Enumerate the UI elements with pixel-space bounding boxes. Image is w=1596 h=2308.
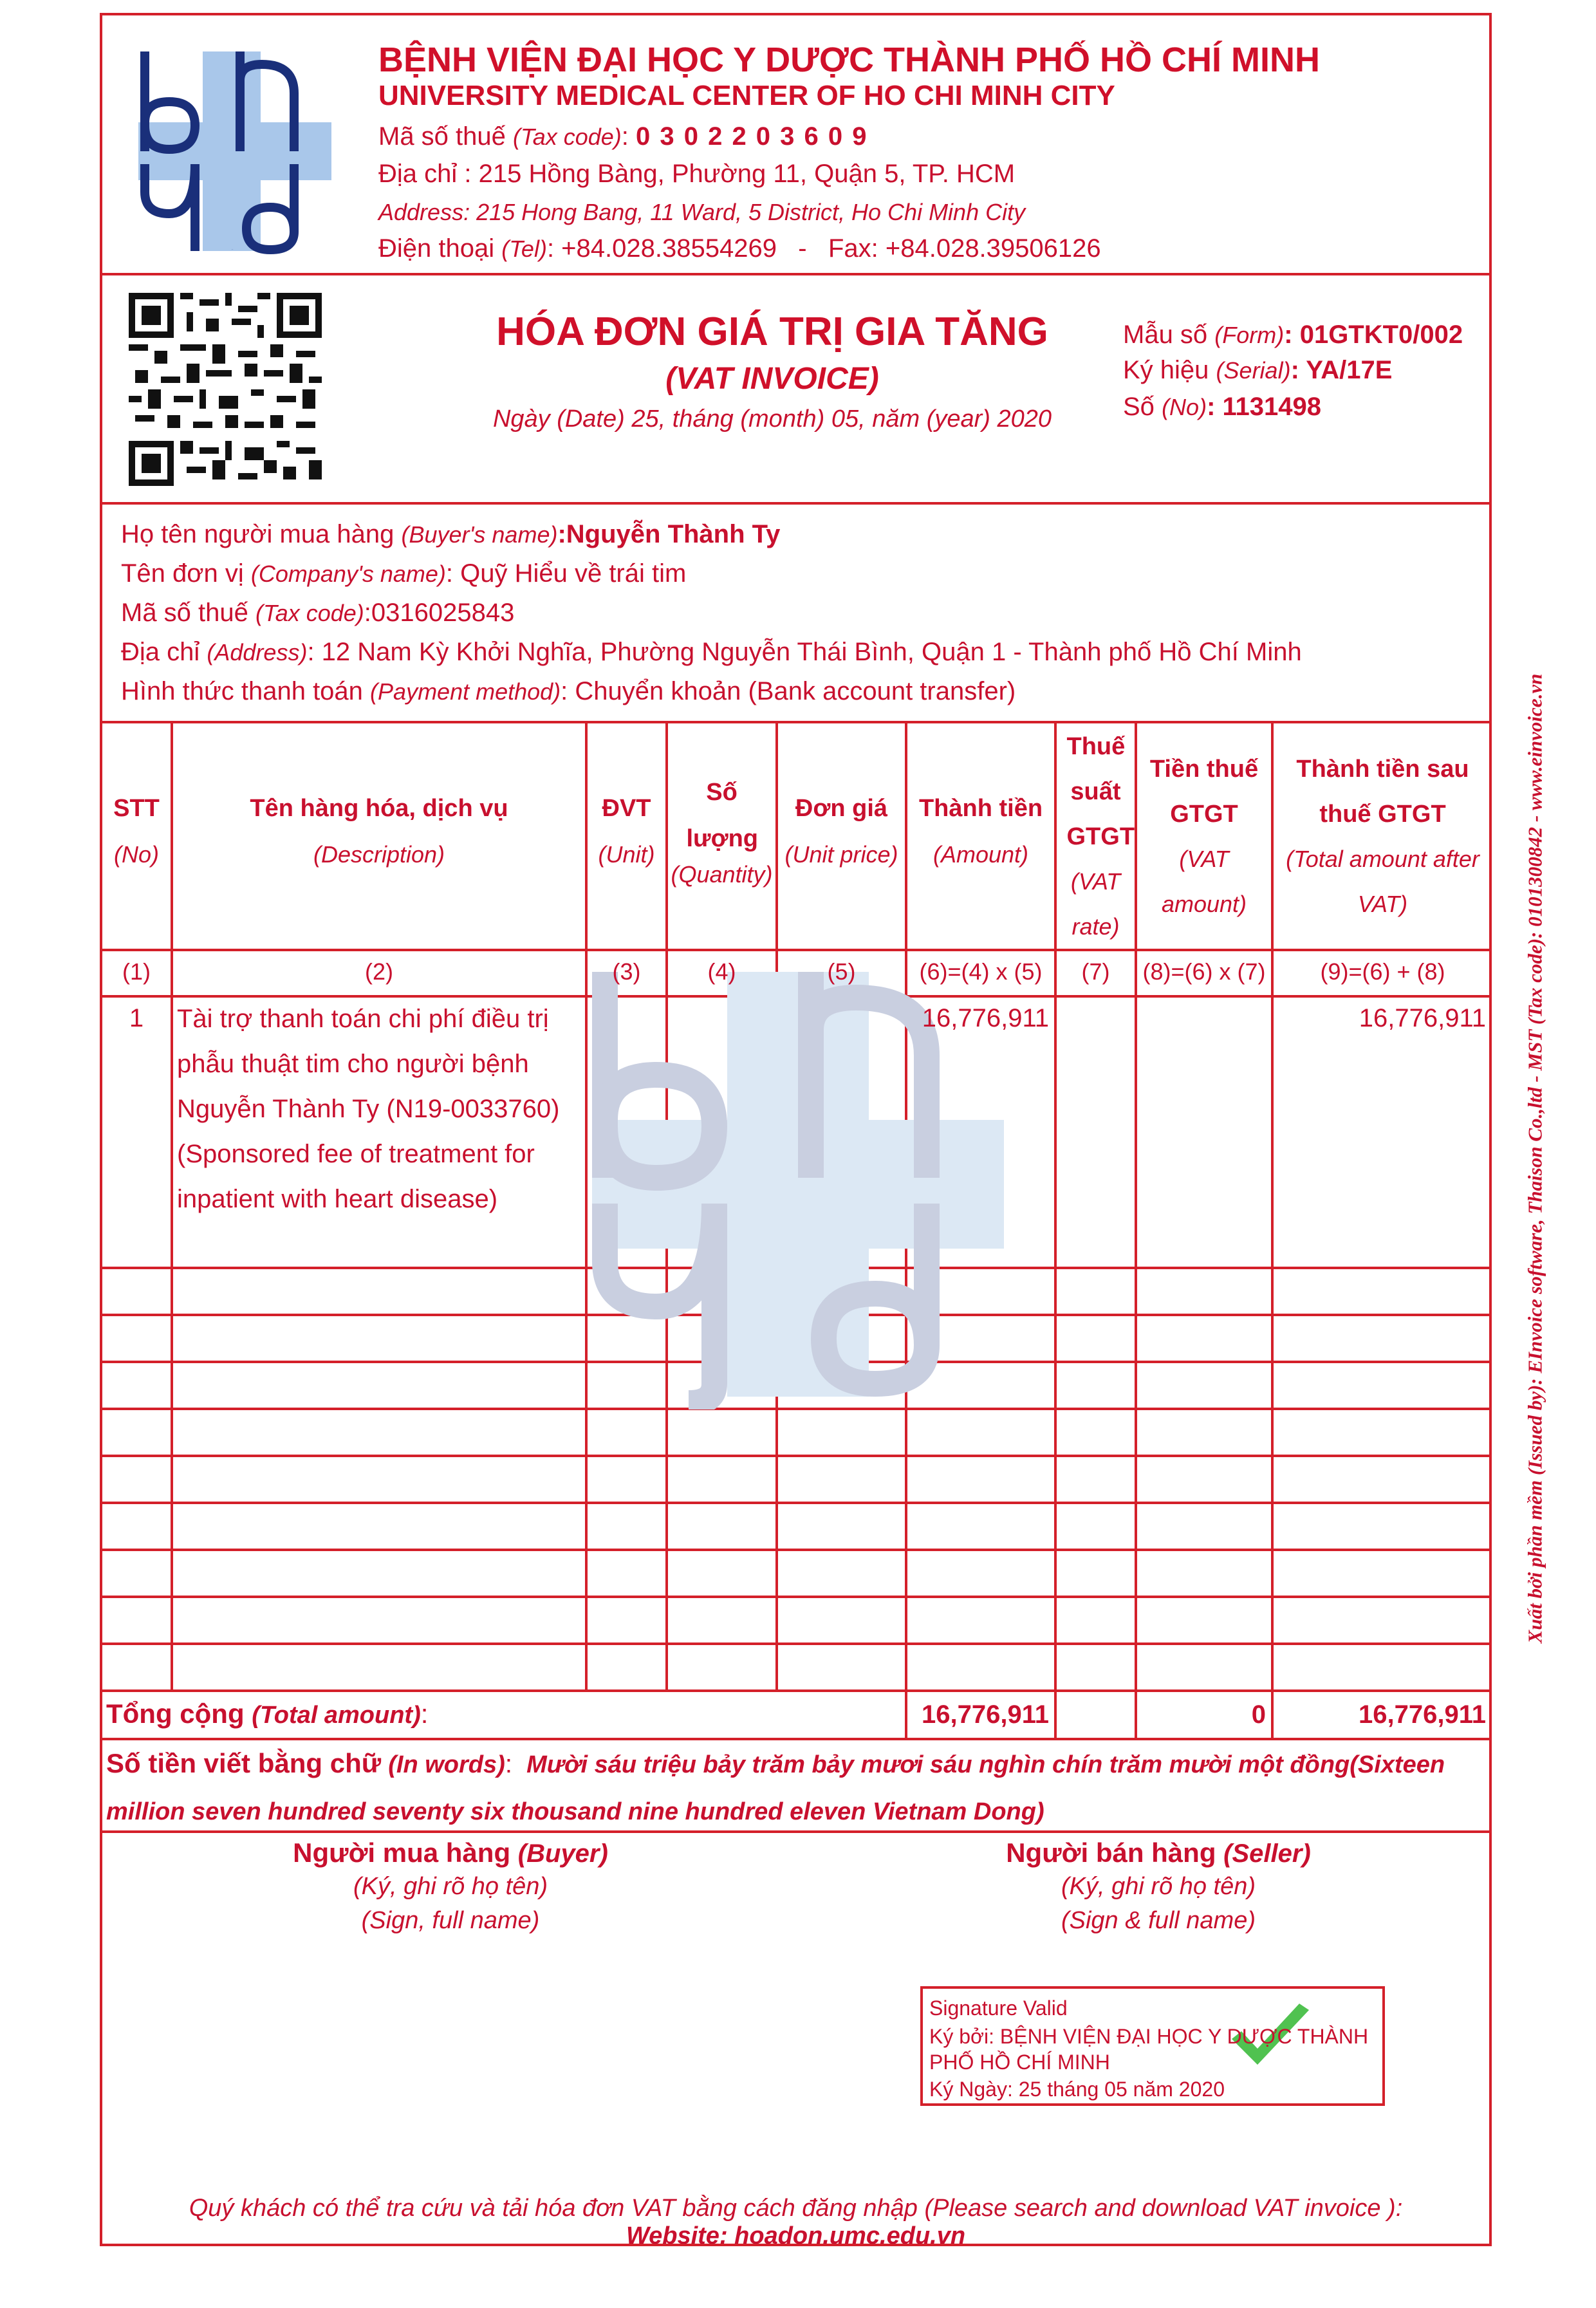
header-vi: Đơn giá (795, 795, 888, 822)
invoice-title-en: (VAT INVOICE) (665, 362, 879, 396)
stamp-signer: Ký bởi: BỆNH VIỆN ĐẠI HỌC Y DƯỢC THÀNH PHỐ HỒ CHÍ MINH (929, 2025, 1369, 2074)
col-number: (2) (365, 958, 393, 985)
header-en: (Quantity) (671, 861, 773, 888)
header-quantity (668, 769, 775, 888)
col-number: (5) (827, 958, 856, 985)
hospital-name-vi: BỆNH VIỆN ĐẠI HỌC Y DƯỢC THÀNH PHỐ HỒ CHÍ MINH (378, 41, 1320, 79)
header-description (173, 785, 585, 878)
hospital-logo (125, 45, 338, 257)
header-unit (588, 785, 665, 878)
seller-sign-title: Người bán hàng (1006, 1838, 1216, 1868)
divider-table-head (100, 949, 1492, 951)
tax-label: Mã số thuế (378, 122, 506, 151)
buyer-payment-value: : Chuyển khoản (Bank account transfer) (561, 677, 1016, 705)
header-en: (No) (114, 841, 159, 868)
row-line (100, 1549, 1492, 1551)
col-number: (1) (122, 958, 151, 985)
header-vi: Thành tiền sau thuế GTGT (1296, 756, 1469, 828)
header-total (1274, 747, 1492, 927)
words-label: Số tiền viết bằng chữ (106, 1748, 382, 1778)
header-vat-amount (1137, 747, 1271, 927)
buyer-signature-title (193, 1839, 708, 1866)
seller-sign-title-en: (Seller) (1223, 1839, 1311, 1868)
hospital-tax-code: 0 3 0 2 2 0 3 6 0 9 (636, 122, 868, 151)
hospital-tax-line: Mã số thuế (Tax code): 0 3 0 2 2 0 3 6 0 9 (378, 122, 868, 151)
qr-code (129, 293, 322, 486)
divider-title (100, 502, 1492, 505)
divider-buyer (100, 721, 1492, 723)
col-number: (7) (1081, 958, 1110, 985)
col-number: (3) (612, 958, 641, 985)
row-line (100, 1502, 1492, 1504)
no-value: : 1131498 (1207, 393, 1322, 421)
buyer-name-line (121, 521, 780, 547)
total-label-line: Tổng cộng (Total amount): (106, 1698, 429, 1729)
row-no: 1 (129, 1004, 144, 1032)
header-en: (VAT amount) (1161, 846, 1247, 917)
header-en: (Unit) (598, 841, 655, 868)
buyer-company-value: : Quỹ Hiểu về trái tim (445, 559, 687, 588)
buyer-address-value: : 12 Nam Kỳ Khởi Nghĩa, Phường Nguyễn Thái Bình, Quận 1 - Thành phố Hồ Chí Minh (307, 638, 1302, 666)
total-amount: 16,776,911 (922, 1700, 1049, 1729)
row-amount: 16,776,911 (922, 1004, 1049, 1032)
row-line (100, 1596, 1492, 1598)
row-line (100, 1455, 1492, 1457)
footer-lookup-text: Quý khách có thể tra cứu và tải hóa đơn VAT bằng cách đăng nhập (Please search and download VAT invoice ): (189, 2195, 1403, 2222)
header-en: (Amount) (933, 841, 1029, 868)
buyer-name-label-en: (Buyer's name) (401, 521, 558, 548)
seller-sign-instruction-en: (Sign & full name) (1061, 1907, 1256, 1934)
col-number: (4) (707, 958, 736, 985)
header-en: (Total amount after VAT) (1286, 846, 1480, 917)
phone-label: Điện thoại (378, 234, 495, 263)
header-en: (Unit price) (784, 841, 898, 868)
buyer-payment-label: Hình thức thanh toán (121, 677, 363, 705)
total-label-en: (Total amount) (252, 1702, 421, 1729)
hospital-name-en: UNIVERSITY MEDICAL CENTER OF HO CHI MINH CITY (378, 80, 1115, 111)
stamp-status: Signature Valid (929, 1996, 1068, 2020)
phone-label-en: (Tel) (501, 236, 547, 262)
header-amount (907, 785, 1054, 878)
tax-label-en: (Tax code) (513, 124, 622, 150)
header-vi: Thành tiền (918, 795, 1043, 822)
serial-value: : YA/17E (1290, 356, 1393, 384)
header-unit-price (778, 785, 905, 878)
side-issuer-text: Xuất bởi phần mềm (Issued by): EInvoice software, Thaison Co.,ltd - MST (Tax code): 0101300842 - www.einvoice.vn (1523, 673, 1546, 1644)
invoice-number (1123, 394, 1321, 420)
buyer-sign-instruction-vi: (Ký, ghi rõ họ tên) (353, 1873, 548, 1900)
buyer-name-label: Họ tên người mua hàng (121, 520, 394, 548)
header-vat-rate (1057, 724, 1135, 949)
buyer-sign-instruction-en: (Sign, full name) (361, 1907, 540, 1934)
col-number: (6)=(4) x (5) (919, 958, 1043, 985)
divider-total (100, 1689, 1492, 1692)
buyer-sign-title-en: (Buyer) (517, 1839, 608, 1868)
seller-sign-instruction-vi: (Ký, ghi rõ họ tên) (1061, 1873, 1256, 1900)
invoice-form (1123, 322, 1463, 348)
row-line (100, 1643, 1492, 1645)
header-vi: Số lượng (686, 779, 759, 852)
buyer-tax-label-en: (Tax code) (255, 600, 364, 626)
buyer-company-label: Tên đơn vị (121, 559, 244, 588)
buyer-address-label-en: (Address) (207, 639, 308, 665)
header-en: (VAT rate) (1070, 868, 1121, 940)
invoice-date: Ngày (Date) 25, tháng (month) 05, năm (year) 2020 (492, 405, 1052, 433)
divider-header (100, 273, 1492, 275)
hospital-address-en: Address: 215 Hong Bang, 11 Ward, 5 District, Ho Chi Minh City (378, 199, 1026, 225)
stamp-date: Ký Ngày: 25 tháng 05 năm 2020 (929, 2078, 1225, 2101)
serial-label-en: (Serial) (1216, 357, 1291, 384)
header-no (102, 785, 171, 878)
phone-fax: : +84.028.38554269 - Fax: +84.028.39506126 (546, 234, 1101, 263)
no-label: Số (1123, 393, 1155, 421)
row-description: Tài trợ thanh toán chi phí điều trị phẫu thuật tim cho người bệnh Nguyễn Thành Ty (N19-0033760) (Sponsored fee of treatment for inpatient with heart disease) (177, 1005, 560, 1213)
buyer-payment-label-en: (Payment method) (370, 678, 561, 705)
words-label-en: (In words) (388, 1751, 505, 1778)
buyer-company-label-en: (Company's name) (250, 561, 446, 587)
col-number: (8)=(6) x (7) (1142, 958, 1266, 985)
hospital-address-vi: Địa chỉ : 215 Hồng Bàng, Phường 11, Quận 5, TP. HCM (378, 160, 1016, 188)
row-total: 16,776,911 (1359, 1004, 1486, 1032)
buyer-sign-title: Người mua hàng (293, 1838, 511, 1868)
buyer-tax-value: :0316025843 (364, 599, 515, 627)
total-grand: 16,776,911 (1359, 1700, 1486, 1729)
serial-label: Ký hiệu (1123, 356, 1209, 384)
invoice-title-vi: HÓA ĐƠN GIÁ TRỊ GIA TĂNG (496, 310, 1048, 354)
signature-stamp[interactable] (920, 1986, 1385, 2106)
buyer-address-label: Địa chỉ (121, 638, 200, 666)
form-value: : 01GTKT0/002 (1284, 321, 1463, 349)
seller-signature-title (901, 1839, 1416, 1866)
form-label-en: (Form) (1214, 322, 1285, 348)
words-value: Mười sáu triệu bảy trăm bảy mươi sáu nghìn chín trăm mười một đồng(Sixteen million seven hundred seventy six thousand nine hundred eleven Vietnam Dong) (106, 1751, 1445, 1825)
amount-in-words: Số tiền viết bằng chữ (In words): Mười sáu triệu bảy trăm bảy mươi sáu nghìn chín trăm mười một đồng(Sixteen million seven hundred seventy six thousand nine hundred eleven Vietnam Dong) (106, 1748, 1445, 1825)
header-vi: Tên hàng hóa, dịch vụ (250, 795, 508, 822)
buyer-address-line (121, 639, 1302, 665)
footer-website[interactable]: Website: hoadon.umc.edu.vn (626, 2222, 966, 2249)
invoice-serial (1123, 357, 1392, 383)
total-label: Tổng cộng (106, 1698, 245, 1729)
header-en: (Description) (313, 841, 445, 868)
buyer-name-value: :Nguyễn Thành Ty (557, 520, 781, 548)
hospital-phone-line (378, 236, 1101, 261)
header-vi: Thuế suất GTGT (1066, 733, 1135, 850)
buyer-payment-line (121, 678, 1016, 704)
buyer-company-line (121, 561, 686, 586)
header-vi: STT (113, 795, 160, 822)
form-label: Mẫu số (1123, 321, 1208, 349)
buyer-tax-line (121, 600, 514, 626)
no-label-en: (No) (1162, 394, 1207, 420)
col-number: (9)=(6) + (8) (1320, 958, 1445, 985)
total-vat-amount: 0 (1251, 1700, 1266, 1729)
header-vi: ĐVT (602, 795, 651, 822)
buyer-tax-label: Mã số thuế (121, 599, 248, 627)
header-vi: Tiền thuế GTGT (1149, 756, 1259, 828)
